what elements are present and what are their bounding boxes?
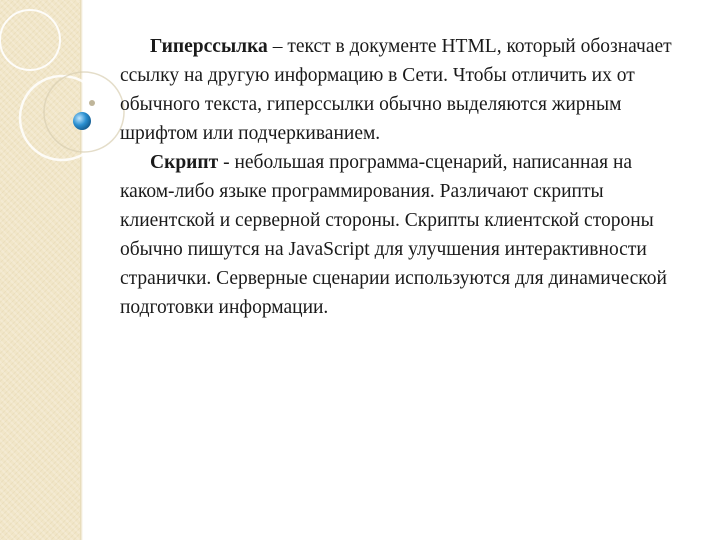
deco-circle-small [0, 10, 60, 70]
blue-bullet-icon [73, 112, 91, 130]
paragraph-hyperlink [120, 32, 690, 148]
slide-body [120, 32, 690, 322]
decorative-circles [0, 0, 140, 260]
term-script: Скрипт [150, 152, 219, 173]
deco-circle-outline [44, 72, 124, 152]
definition-script: - небольшая программа-сценарий, написанная на каком-либо языке программирования. Различают скрипты клиентской и серверной стороны. Скрипты клиентской стороны обычно пишутся на JavaScript для улучшения интерактивности странички. Серверные сценарии используются для динамической подготовки информации. [120, 152, 667, 318]
deco-circle-large [20, 76, 104, 160]
definition-hyperlink: – текст в документе HTML, который обозначает ссылку на другую информацию в Сети. Чтобы отличить их от обычного текста, гиперссылки обычно выделяются жирным шрифтом или подчеркиванием. [120, 36, 672, 144]
paragraph-script [120, 148, 690, 322]
deco-dot-small [89, 100, 95, 106]
term-hyperlink: Гиперссылка [150, 36, 268, 57]
